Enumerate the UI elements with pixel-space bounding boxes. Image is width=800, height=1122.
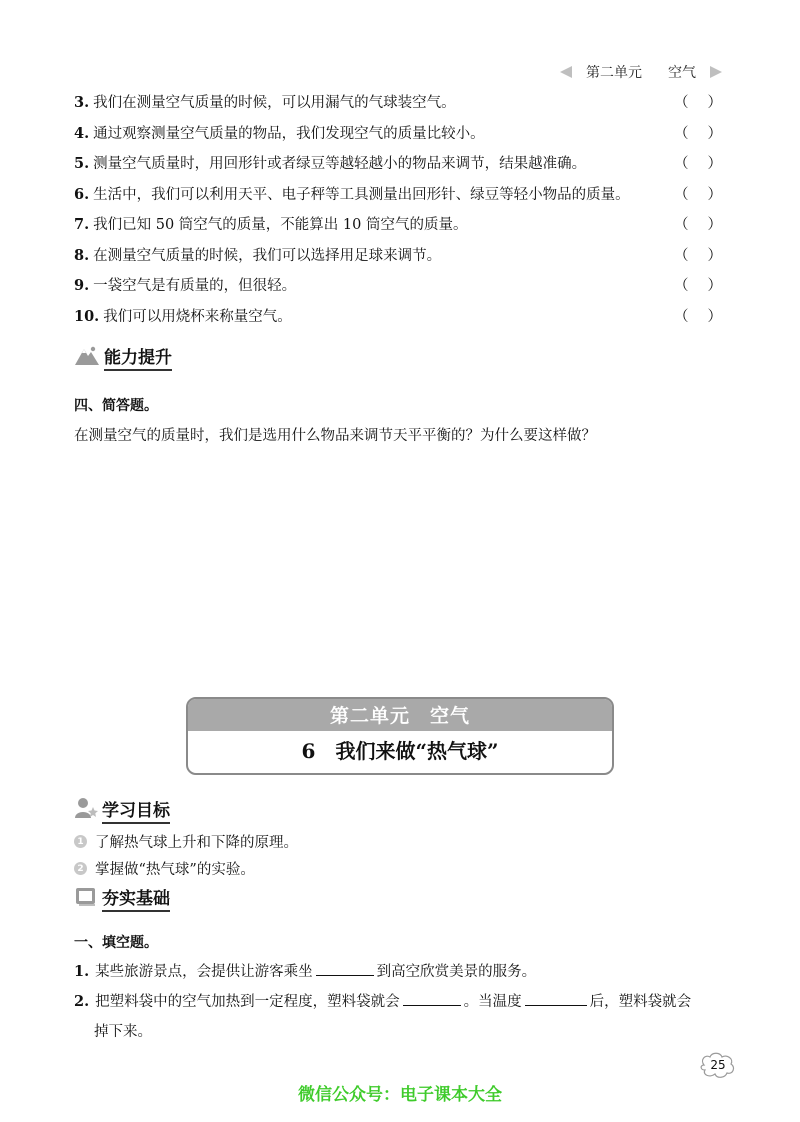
mountain-icon [74,344,100,371]
answer-parentheses[interactable]: （ ） [674,308,722,325]
question-text-after: 后，塑料袋就会 [589,994,692,1010]
tf-item [74,271,734,302]
ability-title-text: 能力提升 [104,343,172,371]
tf-item-text: 通过观察测量空气质量的物品，我们发现空气的质量比较小。 [93,125,485,142]
tf-item-number: 9. [74,277,90,294]
page-number [696,1050,740,1080]
fill-blank-question-1 [74,960,536,981]
tf-item [74,210,734,241]
tf-item-text: 测量空气质量时，用回形针或者绿豆等越轻越小的物品来调节，结果越准确。 [93,156,587,172]
tf-item-number: 6. [74,185,90,203]
tf-item [74,241,734,272]
question-text-before: 某些旅游景点，会提供让游客乘坐 [95,964,313,980]
short-answer-heading: 四、简答题。 [74,398,158,414]
triangle-left-icon [560,66,572,78]
answer-parentheses[interactable]: （ ） [674,156,722,172]
page-number-text: 25 [710,1058,726,1072]
goals-section-title [74,796,170,824]
tf-item-number: 7. [74,216,90,233]
tf-item-text: 生活中，我们可以利用天平、电子秤等工具测量出回形针、绿豆等轻小物品的质量。 [93,186,630,203]
answer-parentheses[interactable]: （ ） [674,95,722,111]
answer-parentheses[interactable]: （ ） [674,247,722,264]
tf-item-number: 10. [74,307,100,325]
answer-blank[interactable] [525,991,587,1006]
fill-blank-question-2-continued: 掉下来。 [94,1024,152,1040]
question-number: 1. [74,963,90,980]
goal-item [74,855,298,882]
goals-title-text: 学习目标 [102,796,170,824]
tf-item [74,88,734,119]
goal-number-badge: 2 [74,862,87,875]
goal-list [74,828,298,882]
book-icon [74,885,98,912]
person-star-icon [74,797,98,824]
lesson-banner [186,697,614,775]
tf-item-number: 4. [74,124,90,142]
tf-item-number: 8. [74,246,90,264]
ability-section-title [74,343,172,371]
tf-item-text: 我们已知 50 筒空气的质量，不能算出 10 筒空气的质量。 [93,217,468,233]
true-false-list [74,88,734,332]
tf-item-text: 我们可以用烧杯来称量空气。 [103,308,292,325]
lesson-title: 6 我们来做“热气球” [301,739,499,763]
tf-item [74,149,734,180]
goal-item [74,828,298,855]
goal-text: 掌握做“热气球”的实验。 [95,862,255,878]
header-topic: 空气 [668,65,696,81]
answer-blank[interactable] [316,961,374,976]
answer-parentheses[interactable]: （ ） [674,278,722,294]
goal-number-badge: 1 [74,835,87,848]
header-unit: 第二单元 [586,65,642,81]
answer-blank[interactable] [403,991,461,1006]
tf-item [74,302,734,333]
question-text-before: 把塑料袋中的空气加热到一定程度，塑料袋就会 [95,994,400,1010]
short-answer-question: 在测量空气的质量时，我们是选用什么物品来调节天平平衡的？为什么要这样做？ [74,428,596,444]
banner-unit-title: 第二单元 空气 [188,699,612,731]
tf-item-text: 我们在测量空气质量的时候，可以用漏气的气球装空气。 [93,95,456,111]
goal-text: 了解热气球上升和下降的原理。 [95,835,298,851]
answer-parentheses[interactable]: （ ） [674,217,722,233]
answer-parentheses[interactable]: （ ） [674,186,722,203]
tf-item [74,180,734,211]
triangle-right-icon [710,66,722,78]
answer-parentheses[interactable]: （ ） [674,125,722,142]
watermark-text: 微信公众号：电子课本大全 [298,1085,502,1105]
fill-blank-question-2 [74,990,691,1011]
tf-item-number: 3. [74,94,90,111]
tf-item [74,119,734,150]
page-header [560,62,722,82]
fill-blank-heading: 一、填空题。 [74,935,158,951]
tf-item-number: 5. [74,155,90,172]
basics-section-title [74,884,170,912]
question-text-after: 到高空欣赏美景的服务。 [376,964,537,980]
question-text-mid: 。当温度 [463,994,522,1010]
basics-title-text: 夯实基础 [102,884,170,912]
tf-item-text: 一袋空气是有质量的，但很轻。 [93,278,297,294]
question-number: 2. [74,993,90,1010]
tf-item-text: 在测量空气质量的时候，我们可以选择用足球来调节。 [93,247,442,264]
